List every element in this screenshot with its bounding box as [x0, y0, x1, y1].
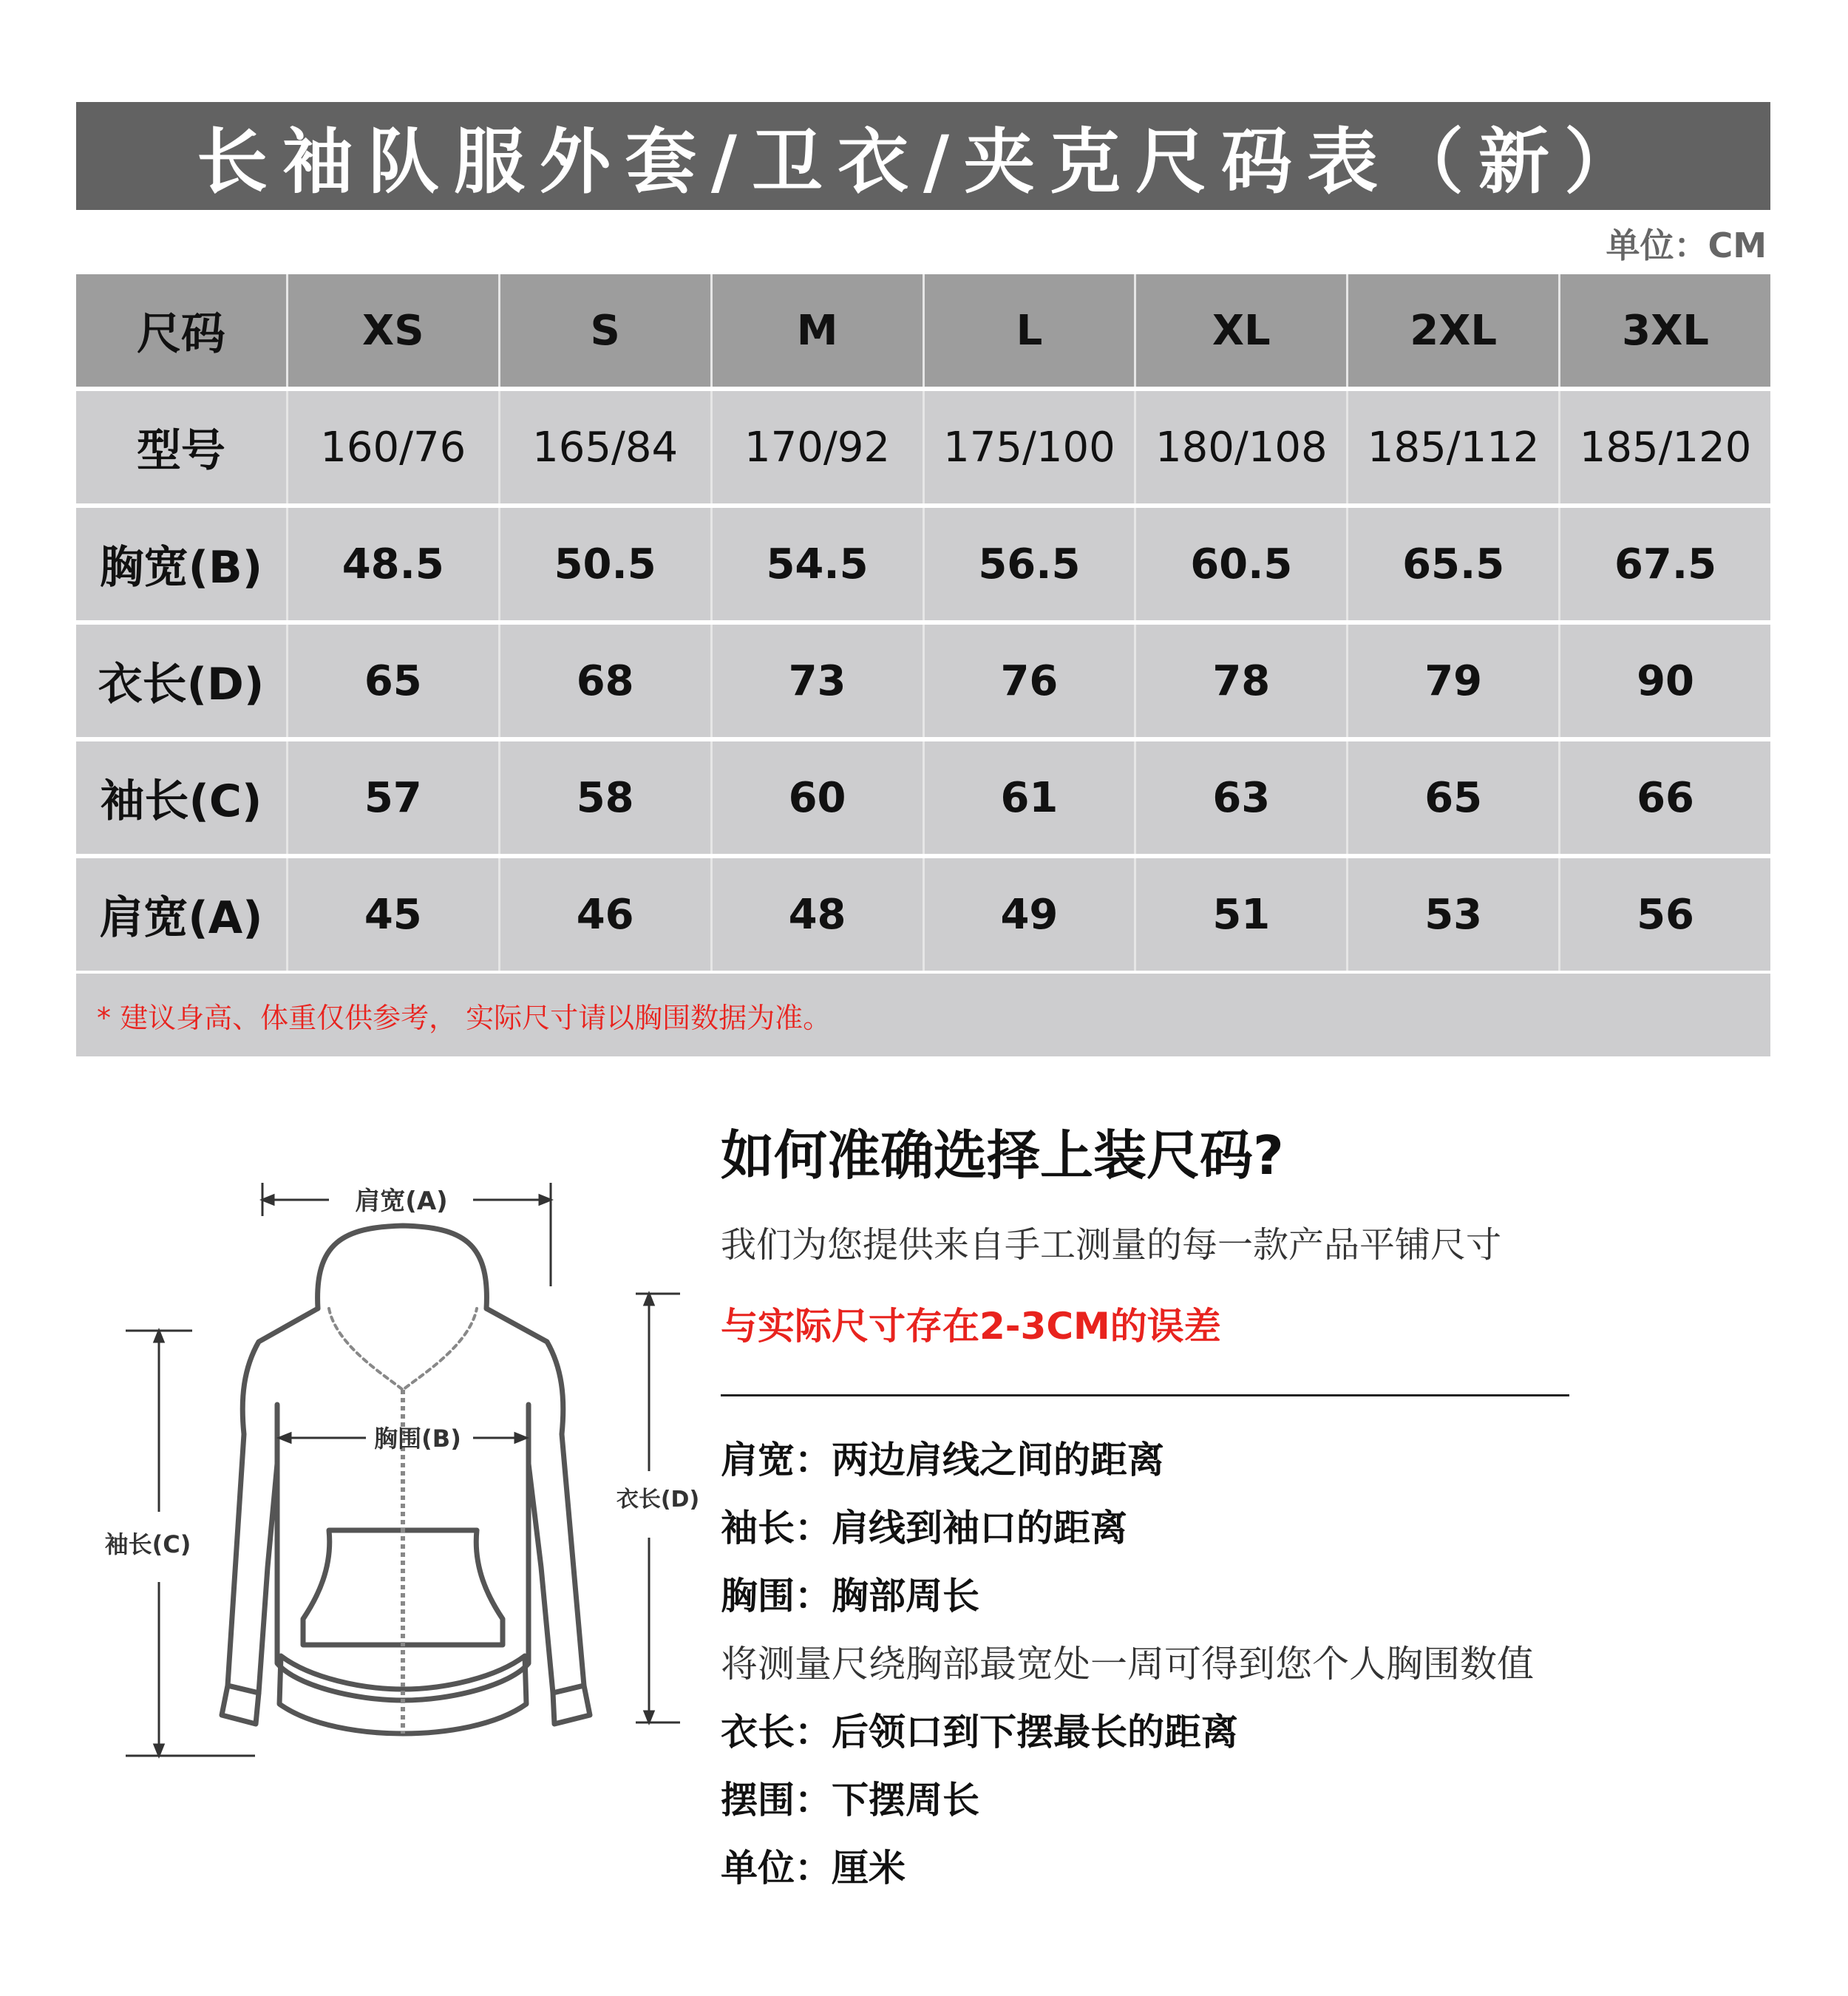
table-cell: 73 — [713, 625, 925, 737]
table-cell: 175/100 — [925, 391, 1137, 503]
divider — [721, 1394, 1569, 1396]
sleeve-label: 袖长(C) — [104, 1530, 191, 1558]
unit-label: 单位：CM — [1606, 225, 1767, 265]
table-header-row — [76, 274, 1770, 387]
table-cell: 49 — [925, 858, 1137, 971]
table-cell: 61 — [925, 741, 1137, 854]
table-cell: 56.5 — [925, 508, 1137, 620]
table-cell: 170/92 — [713, 391, 925, 503]
table-cell: 46 — [500, 858, 713, 971]
guide-item: 袖长：肩线到袖口的距离 — [721, 1507, 1127, 1549]
table-cell: 56 — [1560, 858, 1770, 971]
guide-item: 衣长：后领口到下摆最长的距离 — [721, 1711, 1238, 1754]
row-label: 袖长(C) — [76, 741, 288, 854]
size-table — [76, 274, 1770, 1056]
header-cell: 尺码 — [76, 274, 288, 387]
table-cell: 67.5 — [1560, 508, 1770, 620]
table-cell: 63 — [1136, 741, 1348, 854]
table-cell: 90 — [1560, 625, 1770, 737]
table-cell: 60 — [713, 741, 925, 854]
hoodie-diagram — [74, 1153, 724, 1804]
header-cell: M — [713, 274, 925, 387]
table-cell: 60.5 — [1136, 508, 1348, 620]
table-cell: 160/76 — [288, 391, 500, 503]
guide-intro: 我们为您提供来自手工测量的每一款产品平铺尺寸 — [721, 1224, 1502, 1266]
shoulder-label: 肩宽(A) — [355, 1187, 448, 1216]
table-row — [76, 391, 1770, 503]
table-cell: 68 — [500, 625, 713, 737]
table-cell: 66 — [1560, 741, 1770, 854]
length-label: 衣长(D) — [616, 1487, 700, 1513]
table-cell: 78 — [1136, 625, 1348, 737]
table-cell: 79 — [1348, 625, 1560, 737]
table-cell: 57 — [288, 741, 500, 854]
size-guide — [721, 1113, 1682, 1902]
guide-item: 肩宽：两边肩线之间的距离 — [721, 1439, 1164, 1481]
table-cell: 58 — [500, 741, 713, 854]
table-note: * 建议身高、体重仅供参考， 实际尺寸请以胸围数据为准。 — [76, 974, 1770, 1056]
table-row — [76, 625, 1770, 737]
header-cell: 3XL — [1560, 274, 1770, 387]
row-label: 肩宽(A) — [76, 858, 288, 971]
table-cell: 48 — [713, 858, 925, 971]
chest-label: 胸围(B) — [374, 1425, 461, 1453]
table-cell: 53 — [1348, 858, 1560, 971]
guide-item: 摆围：下摆周长 — [721, 1779, 979, 1822]
table-row — [76, 508, 1770, 620]
header-cell: L — [925, 274, 1137, 387]
row-label: 型号 — [76, 391, 288, 503]
table-cell: 50.5 — [500, 508, 713, 620]
table-cell: 54.5 — [713, 508, 925, 620]
table-cell: 65 — [288, 625, 500, 737]
table-cell: 65 — [1348, 741, 1560, 854]
row-label: 胸宽(B) — [76, 508, 288, 620]
table-cell: 180/108 — [1136, 391, 1348, 503]
table-cell: 185/120 — [1560, 391, 1770, 503]
table-row — [76, 741, 1770, 854]
table-cell: 48.5 — [288, 508, 500, 620]
header-cell: XL — [1136, 274, 1348, 387]
guide-item: 单位：厘米 — [721, 1847, 906, 1890]
table-row — [76, 858, 1770, 971]
table-cell: 45 — [288, 858, 500, 971]
guide-title: 如何准确选择上装尺码? — [721, 1124, 1284, 1187]
guide-error-note: 与实际尺寸存在2-3CM的误差 — [721, 1305, 1221, 1348]
table-cell: 76 — [925, 625, 1137, 737]
table-cell: 51 — [1136, 858, 1348, 971]
page-title: 长袖队服外套/卫衣/夹克尺码表（新） — [76, 102, 1770, 210]
guide-item: 将测量尺绕胸部最宽处一周可得到您个人胸围数值 — [721, 1643, 1534, 1686]
header-cell: XS — [288, 274, 500, 387]
row-label: 衣长(D) — [76, 625, 288, 737]
table-cell: 65.5 — [1348, 508, 1560, 620]
table-cell: 185/112 — [1348, 391, 1560, 503]
header-cell: S — [500, 274, 713, 387]
table-cell: 165/84 — [500, 391, 713, 503]
hoodie-outline-icon — [222, 1226, 590, 1734]
guide-item: 胸围：胸部周长 — [721, 1575, 979, 1617]
header-cell: 2XL — [1348, 274, 1560, 387]
